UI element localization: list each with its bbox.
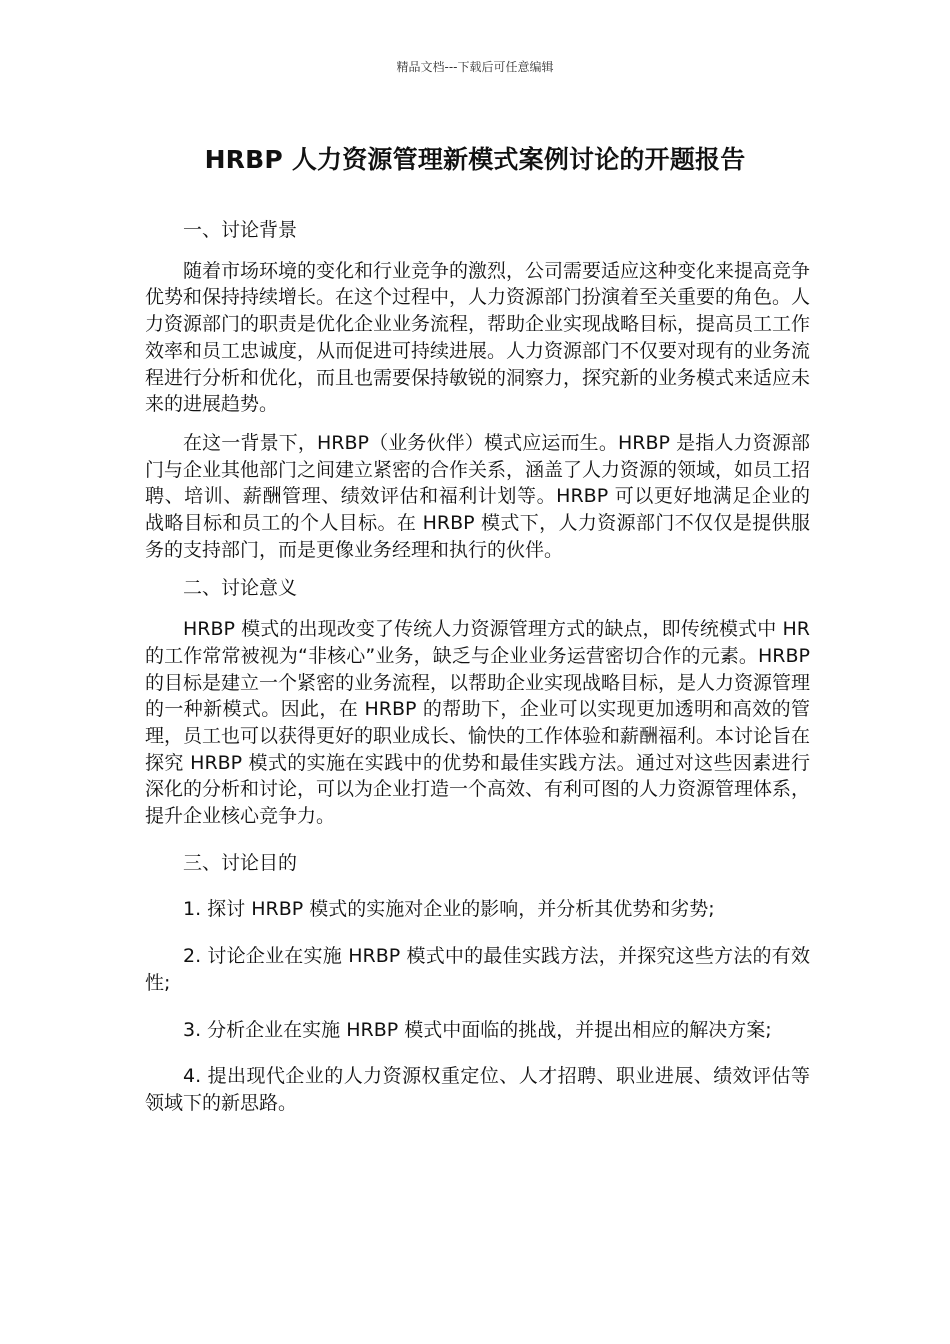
paragraph-background-1: 随着市场环境的变化和行业竞争的激烈，公司需要适应这种变化来提高竞争优势和保持持续增长。在这个过程中，人力资源部门扮演着至关重要的角色。人力资源部门的职责是优化企业业务流程，帮助企业实现战略目标，提高员工工作效率和员工忠诚度，从而促进可持续进展。人力资源部门不仅要对现有的业务流程进行分析和优化，而且也需要保持敏锐的洞察力，探究新的业务模式来适应未来的进展趋势。 xyxy=(145,259,811,416)
document-title: HRBP 人力资源管理新模式案例讨论的开题报告 xyxy=(204,145,746,174)
objective-item: 3. 分析企业在实施 HRBP 模式中面临的挑战，并提出相应的解决方案; xyxy=(183,1018,772,1041)
objective-item: 4. 提出现代企业的人力资源权重定位、人才招聘、职业进展、绩效评估等领域下的新思路。 xyxy=(145,1065,810,1114)
objective-item: 2. 讨论企业在实施 HRBP 模式中的最佳实践方法，并探究这些方法的有效性; xyxy=(145,945,810,994)
paragraph-significance: HRBP 模式的出现改变了传统人力资源管理方式的缺点，即传统模式中 HR 的工作常常被视为“非核心”业务，缺乏与企业业务运营密切合作的元素。HRBP 的目标是建立一个紧密的业务流程，以帮助企业实现战略目标，是人力资源管理的一种新模式。因此，在 HRBP 的帮助下，企业可以实现更加透明和高效的管理，员工也可以获得更好的职业成长、愉快的工作体验和薪酬福利。本讨论旨在探究 HRBP 模式的实施在实践中的优势和最佳实践方法。通过对这些因素进行深化的分析和讨论，可以为企业打造一个高效、有利可图的人力资源管理体系，提升企业核心竞争力。 xyxy=(145,618,811,828)
section-heading-objectives: 三、讨论目的 xyxy=(183,851,298,874)
objective-item: 1. 探讨 HRBP 模式的实施对企业的影响，并分析其优势和劣势; xyxy=(183,898,715,921)
document-body xyxy=(145,217,810,1137)
section-heading-background: 一、讨论背景 xyxy=(183,219,298,241)
section-heading-significance: 二、讨论意义 xyxy=(183,577,298,600)
page-header-note: 精品文档---下载后可任意编辑 xyxy=(396,60,554,74)
paragraph-background-2: 在这一背景下，HRBP（业务伙伴）模式应运而生。HRBP 是指人力资源部门与企业其他部门之间建立紧密的合作关系，涵盖了人力资源的领域，如员工招聘、培训、薪酬管理、绩效评估和福利计划等。HRBP 可以更好地满足企业的战略目标和员工的个人目标。在 HRBP 模式下，人力资源部门不仅仅是提供服务的支持部门，而是更像业务经理和执行的伙伴。 xyxy=(145,431,811,561)
